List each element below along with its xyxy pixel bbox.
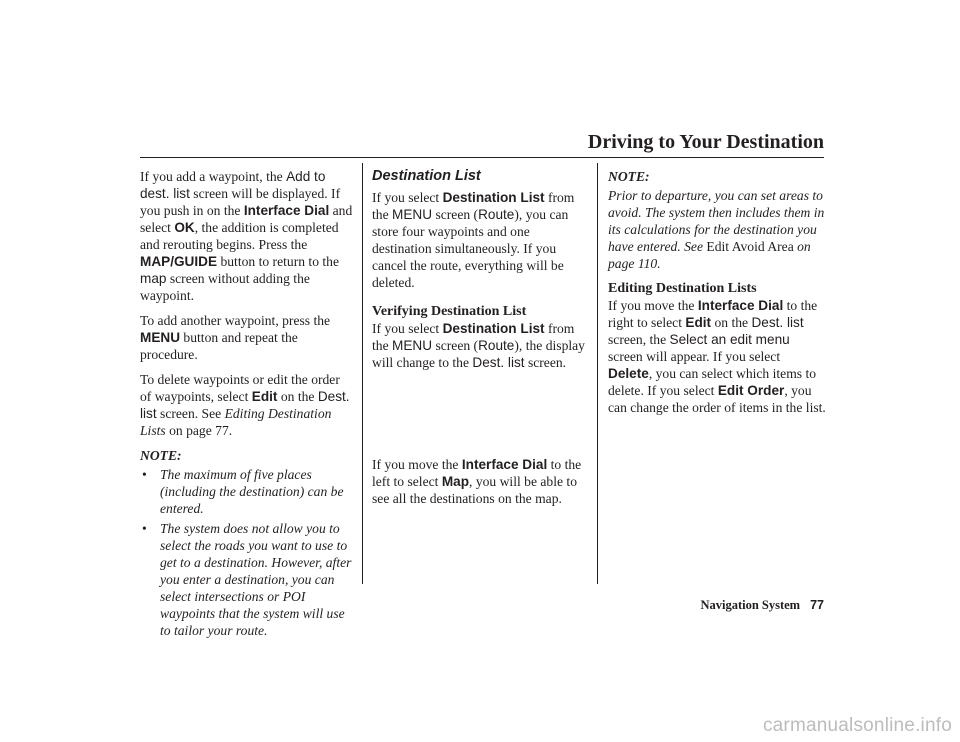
paragraph-verifying <box>372 320 588 371</box>
text-run: screen without adding the waypoint. <box>140 271 310 303</box>
bullet-text: The maximum of five places (including the destination) can be entered. <box>160 467 344 516</box>
list-item <box>140 520 354 639</box>
text-run: screen will appear. If you select <box>608 349 781 364</box>
text-run: screen, the <box>608 332 670 347</box>
ui-label-map: Map <box>441 474 470 489</box>
note-text <box>608 187 826 272</box>
text-run: To add another waypoint, press the <box>140 313 331 328</box>
bullet-text: The system does not allow you to select the roads you want to use to get to a destination. However, after you enter a destination, you can select intersections or POI waypoints that the system will use to tailor your route. <box>160 521 352 638</box>
column-right <box>608 168 826 424</box>
ui-label-edit: Edit <box>685 315 712 330</box>
text-run: If you move the <box>372 457 462 472</box>
page-number: 77 <box>810 598 824 612</box>
text-run: button to return to the <box>217 254 339 269</box>
text-run: Prior to departure, you can set areas to avoid. The system then includes them in its calculations for the destination you have entered. See <box>608 188 825 254</box>
text-run: If you select <box>372 190 443 205</box>
text-run: screen ( <box>432 207 479 222</box>
ui-label-menu: MENU <box>140 330 181 345</box>
ui-label-delete: Delete <box>608 366 649 381</box>
ui-label-edit: Edit <box>251 389 278 404</box>
column-divider <box>362 163 363 584</box>
ui-label-map: map <box>140 271 167 286</box>
ui-label-menu: MENU <box>392 207 433 222</box>
ui-label-select-an-edit-menu: Select an edit menu <box>669 332 790 347</box>
paragraph-destination-list <box>372 189 588 291</box>
text-run: If you select <box>372 321 443 336</box>
text-run: on the <box>711 315 752 330</box>
text-run: If you move the <box>608 298 698 313</box>
text-run: from the <box>372 321 575 353</box>
header-rule <box>140 157 824 158</box>
text-run: If you add a waypoint, the <box>140 169 287 184</box>
section-heading: Destination List <box>372 168 481 184</box>
text-run: , you can select which items to delete. If you select <box>608 366 817 398</box>
bullet-icon: • <box>142 467 147 482</box>
ui-label-map-guide: MAP/GUIDE <box>140 254 218 269</box>
text-run: on page 110. <box>608 239 811 271</box>
column-left <box>140 168 354 642</box>
ui-label-interface-dial: Interface Dial <box>461 457 548 472</box>
text-run: on page 77. <box>165 423 233 438</box>
text-run: screen. See <box>156 406 225 421</box>
text-run: and select <box>140 203 353 235</box>
text-run: To delete waypoints or edit the order of waypoints, select <box>140 372 340 404</box>
text-run: screen will be displayed. If you push in on the <box>140 186 341 218</box>
note-bullet-list <box>140 466 354 639</box>
ui-label-ok: OK <box>174 220 195 235</box>
note-heading: NOTE: <box>140 448 182 463</box>
text-run: screen. <box>524 355 567 370</box>
subsection-heading: Verifying Destination List <box>372 304 527 319</box>
ui-label-menu: MENU <box>392 338 433 353</box>
ui-label-dest-list: Dest. list <box>751 315 804 330</box>
text-run: to the right to select <box>608 298 818 330</box>
page-header-title: Driving to Your Destination <box>587 131 824 153</box>
ui-label-interface-dial: Interface Dial <box>243 203 330 218</box>
paragraph-add-waypoint <box>140 168 354 304</box>
text-run: , you can change the order of items in the list. <box>608 383 826 415</box>
text-run: ), the display will change to the <box>372 338 585 370</box>
ui-label-dest-list: Dest. list <box>472 355 525 370</box>
ui-label-route: Route <box>478 207 515 222</box>
column-divider <box>597 163 598 584</box>
text-run: on the <box>277 389 318 404</box>
cross-reference: Editing Destination Lists <box>140 406 332 438</box>
text-run: screen ( <box>432 338 479 353</box>
ui-label-route: Route <box>478 338 515 353</box>
text-run: , the addition is completed and rerouting begins. Press the <box>140 220 339 252</box>
ui-label-dest-list: Dest. list <box>140 389 350 421</box>
subsection-heading: Editing Destination Lists <box>608 281 757 296</box>
ui-label-add-to-dest-list: Add to dest. list <box>140 169 326 201</box>
cross-reference: Edit Avoid Area <box>706 239 794 254</box>
column-middle-lower <box>372 456 588 515</box>
bullet-icon: • <box>142 521 147 536</box>
watermark: carmanualsonline.info <box>762 715 952 736</box>
paragraph-map-view <box>372 456 588 507</box>
ui-label-interface-dial: Interface Dial <box>697 298 784 313</box>
ui-label-destination-list: Destination List <box>442 190 545 205</box>
text-run: , you will be able to see all the destinations on the map. <box>372 474 577 506</box>
paragraph-editing-lists <box>608 297 826 416</box>
column-middle <box>372 168 588 379</box>
note-heading: NOTE: <box>608 169 650 184</box>
text-run: ), you can store four waypoints and one destination simultaneously. If you cancel the route, everything will be deleted. <box>372 207 569 290</box>
footer-section-title: Navigation System <box>700 598 801 612</box>
paragraph-delete-waypoints <box>140 371 354 439</box>
ui-label-destination-list: Destination List <box>442 321 545 336</box>
paragraph-add-another <box>140 312 354 363</box>
list-item <box>140 466 354 517</box>
ui-label-edit-order: Edit Order <box>717 383 785 398</box>
text-run: to the left to select <box>372 457 582 489</box>
text-run: from the <box>372 190 575 222</box>
text-run: button and repeat the procedure. <box>140 330 298 362</box>
page-footer <box>700 598 824 613</box>
